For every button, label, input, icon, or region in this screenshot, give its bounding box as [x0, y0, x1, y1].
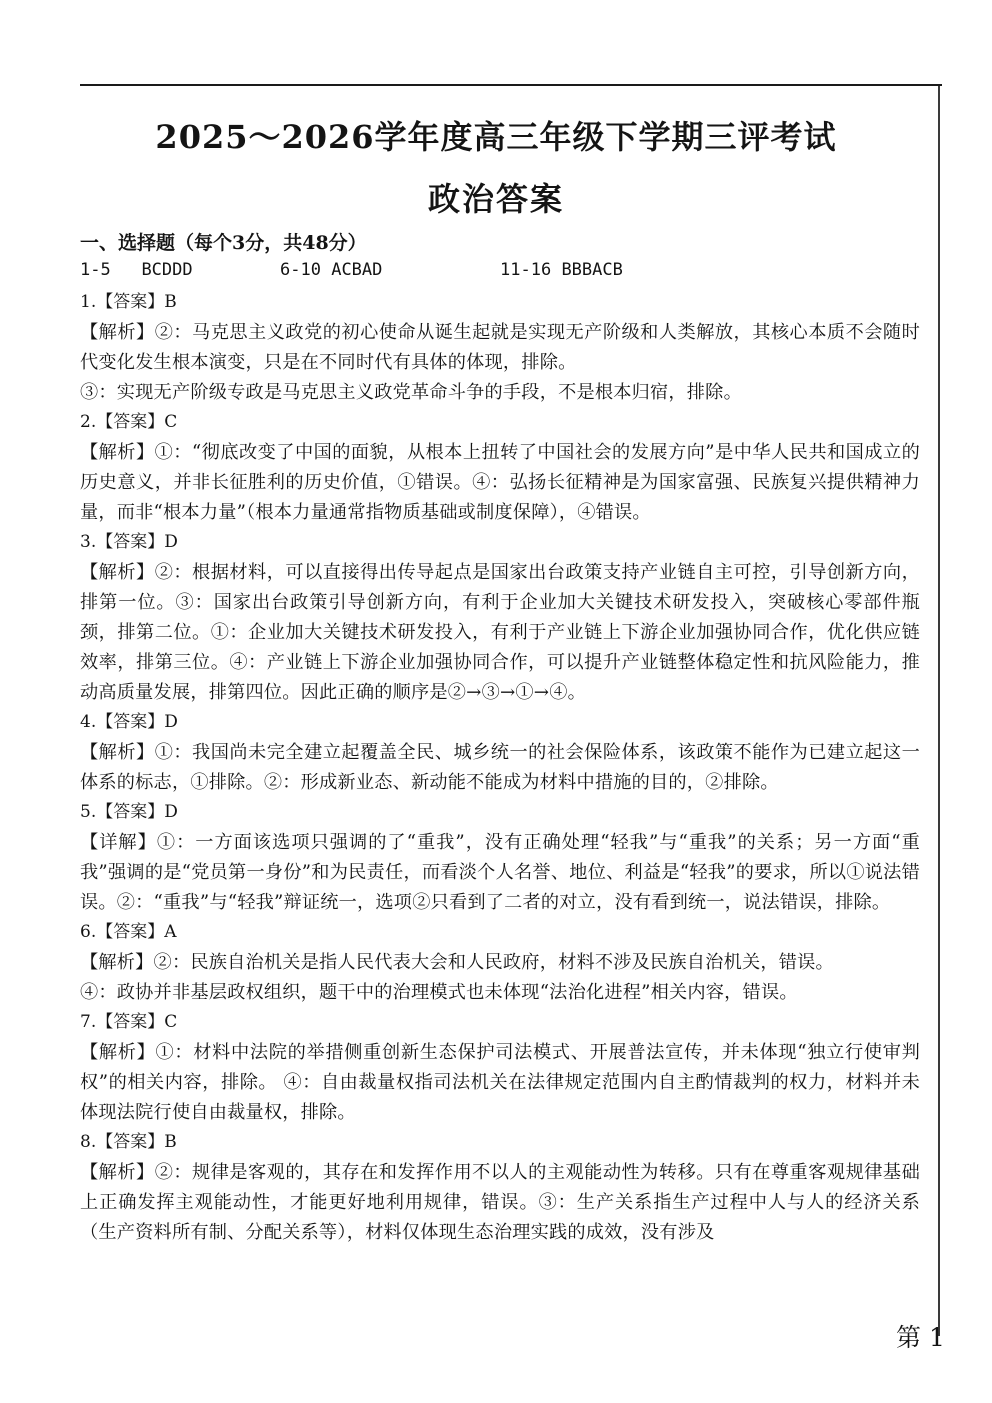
answer-key-letters: BCDDD: [141, 260, 193, 280]
explanation-text: 【解析】②：民族自治机关是指人民代表大会和人民政府，材料不涉及民族自治机关，错误。: [80, 952, 834, 973]
page-subtitle: 政治答案: [427, 180, 564, 218]
right-border: [938, 86, 940, 1336]
section-heading: 一、选择题（每个3分，共48分）: [80, 232, 367, 254]
answer-key: [80, 260, 623, 280]
answer-key-range: 1-5: [80, 260, 111, 280]
explanation-text: 【解析】①：我国尚未完全建立起覆盖全民、城乡统一的社会保险体系，该政策不能作为已建立起这一体系的标志，①排除。②：形成新业态、新动能不能成为材料中措施的目的，②排除。: [80, 742, 920, 793]
answer-key-group: [500, 260, 623, 280]
question-block: [80, 528, 920, 708]
question-answer: 5.【答案】D: [80, 802, 178, 822]
answer-key-group: [80, 260, 280, 280]
explanation-text: 【详解】①：一方面该选项只强调的了“重我”，没有正确处理“轻我”与“重我”的关系；另一方面“重我”强调的是“党员第一身份”和为民责任，而看淡个人名誉、地位、利益是“轻我”的要求，所以①说法错误。②：“重我”与“轻我”辩证统一，选项②只看到了二者的对立，没有看到统一，说法错误，排除。: [80, 832, 920, 913]
question-block: [80, 1128, 920, 1248]
question-answer: 2.【答案】C: [80, 412, 178, 432]
top-rule: [80, 84, 942, 86]
explanation-text: 【解析】①：“彻底改变了中国的面貌，从根本上扭转了中国社会的发展方向”是中华人民共和国成立的历史意义，并非长征胜利的历史价值，①错误。④：弘扬长征精神是为国家富强、民族复兴提供精神力量，而非“根本力量”（根本力量通常指物质基础或制度保障），④错误。: [80, 442, 920, 523]
explanation-text: 【解析】②：马克思主义政党的初心使命从诞生起就是实现无产阶级和人类解放，其核心本质不会随时代变化发生根本演变，只是在不同时代有具体的体现，排除。: [80, 322, 920, 373]
question-answer: 7.【答案】C: [80, 1012, 178, 1032]
question-block: [80, 1008, 920, 1128]
question-answer: 1.【答案】B: [80, 292, 177, 312]
question-block: [80, 408, 920, 528]
question-block: [80, 288, 920, 408]
answer-key-letters: BBBACB: [561, 260, 623, 280]
question-block: [80, 918, 920, 1008]
answer-key-range: 6-10: [280, 260, 321, 280]
question-answer: 3.【答案】D: [80, 532, 178, 552]
explanation-text: 【解析】②：根据材料，可以直接得出传导起点是国家出台政策支持产业链自主可控，引导创新方向，排第一位。③：国家出台政策引导创新方向，有利于企业加大关键技术研发投入，突破核心零部件瓶颈，排第二位。①：企业加大关键技术研发投入，有利于产业链上下游企业加强协同合作，优化供应链效率，排第三位。④：产业链上下游企业加强协同合作，可以提升产业链整体稳定性和抗风险能力，推动高质量发展，排第四位。因此正确的顺序是②→③→①→④。: [80, 562, 920, 703]
answer-explanations: [80, 288, 920, 1248]
answer-key-group: [280, 260, 500, 280]
page-title: 2025～2026学年度高三年级下学期三评考试: [155, 118, 837, 156]
explanation-text: ④：政协并非基层政权组织，题干中的治理模式也未体现“法治化进程”相关内容，错误。: [80, 982, 798, 1003]
explanation-text: 【解析】①：材料中法院的举措侧重创新生态保护司法模式、开展普法宣传，并未体现“独立行使审判权”的相关内容，排除。 ④：自由裁量权指司法机关在法律规定范围内自主酌情裁判的权力，材料并未体现法院行使自由裁量权，排除。: [80, 1042, 920, 1123]
page-number: 第 1: [896, 1323, 945, 1352]
question-answer: 4.【答案】D: [80, 712, 178, 732]
question-answer: 6.【答案】A: [80, 922, 177, 942]
question-block: [80, 798, 920, 918]
answer-key-letters: ACBAD: [331, 260, 383, 280]
explanation-text: 【解析】②：规律是客观的，其存在和发挥作用不以人的主观能动性为转移。只有在尊重客观规律基础上正确发挥主观能动性，才能更好地利用规律，错误。③：生产关系指生产过程中人与人的经济关系（生产资料所有制、分配关系等），材料仅体现生态治理实践的成效，没有涉及: [80, 1162, 920, 1243]
explanation-text: ③：实现无产阶级专政是马克思主义政党革命斗争的手段，不是根本归宿，排除。: [80, 382, 742, 403]
question-block: [80, 708, 920, 798]
question-answer: 8.【答案】B: [80, 1132, 177, 1152]
answer-key-range: 11-16: [500, 260, 552, 280]
